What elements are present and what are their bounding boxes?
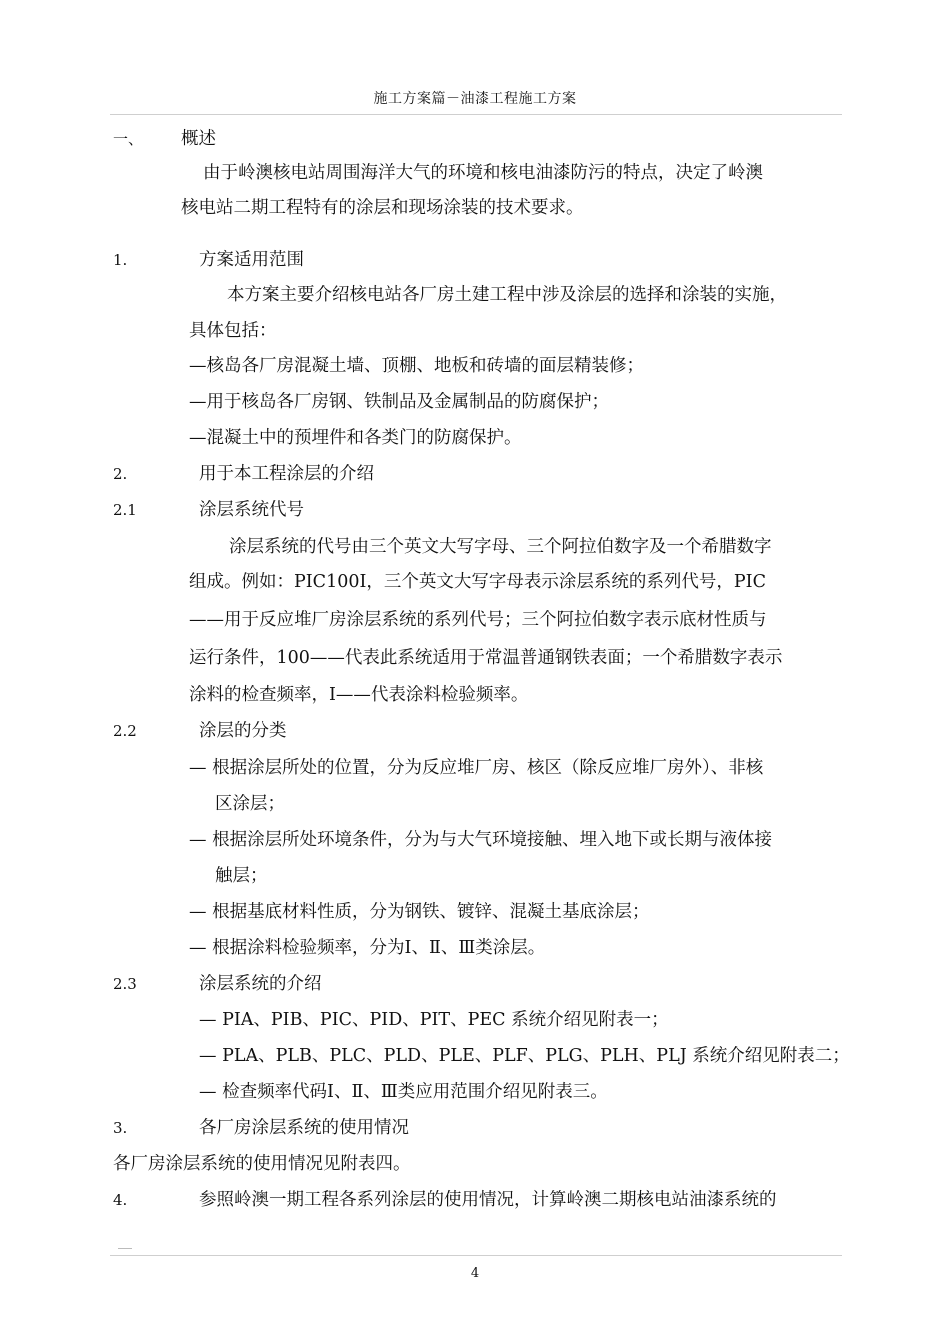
paragraph-line: 由于岭澳核电站周围海洋大气的环境和核电油漆防污的特点，决定了岭澳	[203, 163, 763, 183]
section-title: 涂层的分类	[199, 721, 287, 741]
section-title: 涂层系统代号	[199, 500, 304, 520]
list-item: — PIA、PIB、PIC、PID、PIT、PEC 系统介绍见附表一；	[199, 1010, 669, 1030]
footer-mark	[118, 1248, 132, 1249]
list-item: —用于核岛各厂房钢、铁制品及金属制品的防腐保护；	[189, 392, 609, 412]
paragraph-line: 涂层系统的代号由三个英文大写字母、三个阿拉伯数字及一个希腊数字	[229, 537, 772, 557]
list-item: — 检查频率代码Ⅰ、Ⅱ、Ⅲ类应用范围介绍见附表三。	[199, 1082, 608, 1102]
paragraph-line: 涂料的检查频率，I——代表涂料检验频率。	[189, 685, 529, 705]
header-rule	[110, 114, 842, 115]
paragraph-line: 各厂房涂层系统的使用情况见附表四。	[113, 1154, 411, 1174]
section-title: 各厂房涂层系统的使用情况	[199, 1118, 409, 1138]
section-number: 3.	[113, 1119, 128, 1137]
section-title: 概述	[181, 129, 216, 149]
section-title: 涂层系统的介绍	[199, 974, 322, 994]
section-title: 方案适用范围	[199, 250, 304, 270]
paragraph-line: 核电站二期工程特有的涂层和现场涂装的技术要求。	[181, 198, 584, 218]
paragraph-line: ——用于反应堆厂房涂层系统的系列代号；三个阿拉伯数字表示底材性质与	[189, 610, 767, 630]
list-item: — 根据涂层所处的位置，分为反应堆厂房、核区（除反应堆厂房外）、非核	[189, 758, 764, 778]
section-number: 2.2	[113, 722, 137, 740]
list-item: — 根据涂料检验频率，分为Ⅰ、Ⅱ、Ⅲ类涂层。	[189, 938, 546, 958]
section-number: 4.	[113, 1191, 128, 1209]
section-number: 1.	[113, 251, 128, 269]
section-title: 用于本工程涂层的介绍	[199, 464, 374, 484]
paragraph-line: 组成。例如：PIC100I，三个英文大写字母表示涂层系统的系列代号，PIC	[189, 572, 766, 592]
section-number: 一、	[113, 130, 144, 148]
list-item: — 根据涂层所处环境条件，分为与大气环境接触、埋入地下或长期与液体接	[189, 830, 773, 850]
list-item: — PLA、PLB、PLC、PLD、PLE、PLF、PLG、PLH、PLJ 系统介绍见附表二；	[199, 1046, 850, 1066]
list-item: —混凝土中的预埋件和各类门的防腐保护。	[189, 428, 522, 448]
footer-rule	[110, 1255, 842, 1256]
paragraph-line: 本方案主要介绍核电站各厂房土建工程中涉及涂层的选择和涂装的实施，	[227, 285, 787, 305]
section-number: 2.1	[113, 501, 137, 519]
section-number: 2.3	[113, 975, 137, 993]
paragraph-line: 具体包括：	[189, 321, 277, 341]
page-header: 施工方案篇－油漆工程施工方案	[373, 91, 577, 107]
paragraph-line: 参照岭澳一期工程各系列涂层的使用情况，计算岭澳二期核电站油漆系统的	[199, 1190, 777, 1210]
section-number: 2.	[113, 465, 128, 483]
list-item: 区涂层；	[215, 794, 285, 814]
list-item: 触层；	[215, 866, 268, 886]
page-number: 4	[470, 1266, 480, 1281]
list-item: — 根据基底材料性质，分为钢铁、镀锌、混凝土基底涂层；	[189, 902, 650, 922]
list-item: —核岛各厂房混凝土墙、顶棚、地板和砖墙的面层精装修；	[189, 356, 644, 376]
paragraph-line: 运行条件，100——代表此系统适用于常温普通钢铁表面；一个希腊数字表示	[189, 648, 783, 668]
